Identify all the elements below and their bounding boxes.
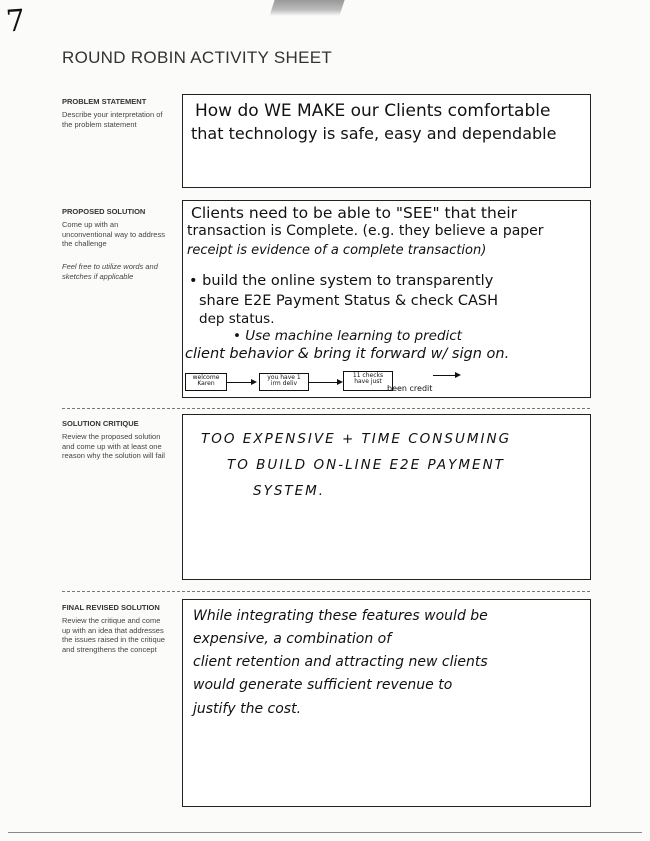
handwritten-line: share E2E Payment Status & check CASH — [199, 293, 498, 309]
handwritten-line: dep status. — [199, 311, 275, 327]
handwritten-line: justify the cost. — [193, 701, 302, 717]
handwritten-line: How do WE MAKE our Clients comfortable — [195, 101, 551, 121]
proposed-solution-box[interactable] — [182, 200, 591, 398]
handwritten-line: Clients need to be able to "SEE" that their — [191, 204, 518, 222]
scan-artifact — [269, 0, 344, 16]
section-divider — [62, 408, 590, 409]
handwritten-line: client retention and attracting new clients — [193, 654, 488, 670]
handwritten-line: While integrating these features would be — [193, 608, 488, 624]
sketch-delivery-box: you have 1 irm deliv — [259, 373, 309, 391]
problem-statement-description: Describe your interpretation of the problem statement — [62, 110, 163, 129]
final-solution-description: Review the critique and come up with an idea that addresses the issues raised in the critique and strengthens the concept — [62, 616, 165, 654]
sketch-checks-box: 11 checks have just — [343, 371, 393, 391]
solution-critique-description: Review the proposed solution and come up with at least one reason why the solution will fail — [62, 432, 165, 460]
handwritten-line: TO BUILD ON-LINE E2E PAYMENT — [227, 457, 505, 473]
sketch-arrow — [227, 382, 255, 383]
handwritten-line: client behavior & bring it forward w/ sign on. — [185, 346, 510, 362]
sketch-arrow — [433, 375, 459, 376]
handwritten-line: expensive, a combination of — [193, 631, 392, 647]
final-solution-box[interactable] — [182, 599, 591, 807]
handwritten-line: receipt is evidence of a complete transaction) — [187, 243, 487, 258]
sketch-welcome-box: welcome Karen — [185, 373, 227, 391]
handwritten-line: would generate sufficient revenue to — [193, 677, 453, 693]
problem-statement-heading: PROBLEM STATEMENT — [62, 97, 147, 106]
page-title: ROUND ROBIN ACTIVITY SHEET — [62, 48, 333, 67]
page-bottom-rule — [8, 832, 642, 833]
proposed-solution-note: Feel free to utilize words and sketches if applicable — [62, 262, 158, 281]
handwritten-line: • build the online system to transparently — [189, 273, 494, 289]
proposed-solution-description: Come up with an unconventional way to address the challenge — [62, 220, 165, 248]
section-divider — [62, 591, 590, 592]
solution-critique-box[interactable] — [182, 414, 591, 580]
sketch-arrow — [309, 382, 341, 383]
sketch-tail-text: been credit — [387, 384, 433, 393]
handwritten-line: • Use machine learning to predict — [233, 328, 462, 344]
solution-critique-heading: SOLUTION CRITIQUE — [62, 419, 139, 428]
proposed-solution-heading: PROPOSED SOLUTION — [62, 207, 146, 216]
final-solution-heading: FINAL REVISED SOLUTION — [62, 603, 160, 612]
handwritten-line: TOO EXPENSIVE + TIME CONSUMING — [201, 431, 512, 447]
handwritten-line: that technology is safe, easy and dependable — [191, 124, 557, 143]
handwritten-line: transaction is Complete. (e.g. they believe a paper — [187, 223, 544, 239]
handwritten-line: SYSTEM. — [253, 483, 326, 499]
problem-statement-box[interactable] — [182, 94, 591, 188]
page-number: 7 — [4, 3, 27, 40]
